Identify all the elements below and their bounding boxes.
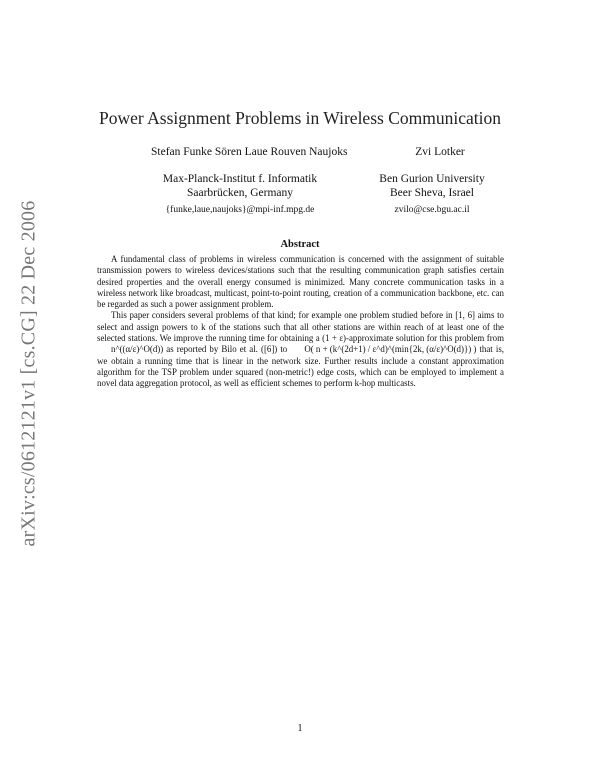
- abstract-paragraph-2: [97, 310, 504, 389]
- abstract-body: [97, 254, 504, 390]
- authors-left: Stefan Funke Sören Laue Rouven Naujoks: [151, 146, 348, 158]
- authors-right: Zvi Lotker: [415, 146, 465, 158]
- affiliation-right-line2: Beer Sheva, Israel: [390, 187, 474, 199]
- abstract-heading: Abstract: [280, 239, 320, 250]
- paper-title: Power Assignment Problems in Wireless Communication: [99, 108, 501, 128]
- abstract-paragraph-1: A fundamental class of problems in wireless communication is concerned with the assignment of suitable transmission powers to wireless devices/stations such that the resulting communication graph satisfies certain desired properties and the overall energy consumed is minimized. Many concrete communication tasks in a wireless network like broadcast, multicast, point-to-point routing, creation of a communication backbone, etc. can be regarded as such a power assignment problem.: [97, 254, 504, 310]
- formula-1: n^((α/ε)^O(d)): [111, 344, 164, 355]
- abstract-p2-part3: that is, we obtain a running time that is linear in the network size. Further results include a constant approximation algorithm for the TSP problem under squared (non-metric!) edge costs, which can be employed to implement a novel data aggregation protocol, as well as efficient schemes to perform k-hop multicasts.: [97, 344, 504, 389]
- arxiv-identifier-text: arXiv:cs/0612121v1 [cs.CG] 22 Dec 2006: [17, 200, 40, 546]
- affiliation-left-line2: Saarbrücken, Germany: [186, 187, 293, 199]
- affiliation-right-email: zvilo@cse.bgu.ac.il: [394, 205, 470, 215]
- formula-2: O( n + (k^(2d+1) / ε^d)^(min{2k, (α/ε)^O(d)}) ): [304, 344, 477, 355]
- affiliation-left-line1: Max-Planck-Institut f. Informatik: [162, 173, 318, 185]
- affiliation-left-email: {funke,laue,naujoks}@mpi-inf.mpg.de: [165, 205, 315, 215]
- abstract-p2-part1: This paper considers several problems of that kind; for example one problem studied before in [1, 6] aims to select and assign powers to k of the stations such that all other stations are within reach of at least one of the selected stations. We improve the running time for obtaining a (1 + ε)-approximate solution for this problem from: [97, 310, 504, 344]
- page-number: 1: [297, 723, 303, 734]
- affiliation-right: [362, 172, 502, 217]
- affiliation-right-line1: Ben Gurion University: [379, 173, 485, 185]
- affiliation-left: [140, 172, 340, 217]
- abstract-p2-part2: as reported by Bilo et al. ([6]) to: [163, 344, 291, 355]
